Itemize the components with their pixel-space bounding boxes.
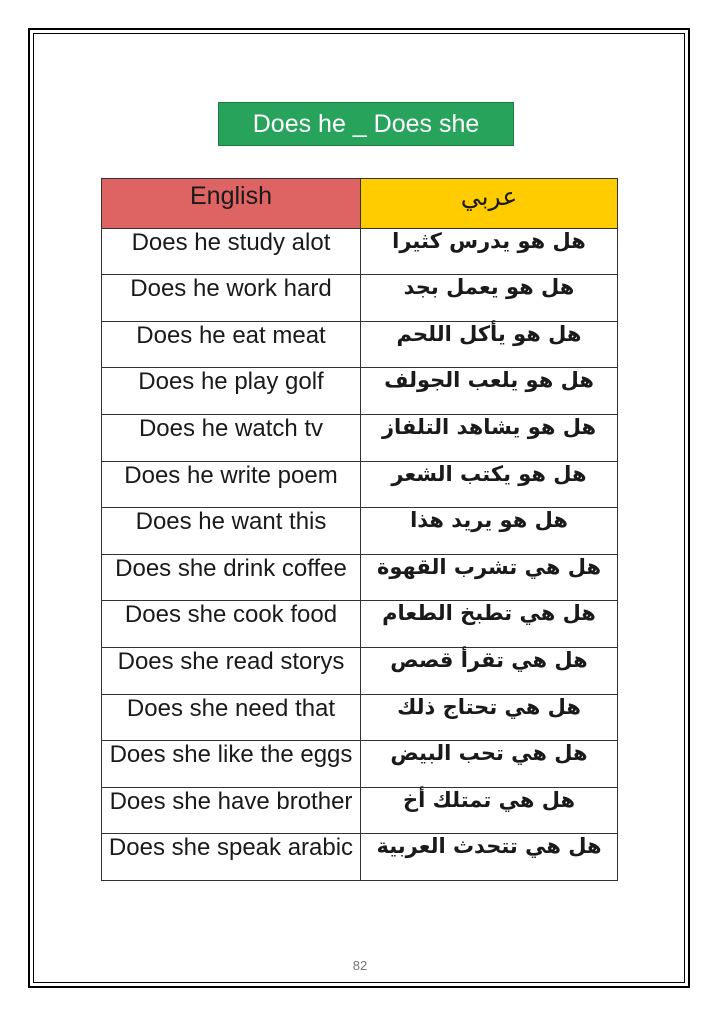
english-cell: Does he play golf xyxy=(102,368,361,415)
english-cell: Does she need that xyxy=(102,694,361,741)
table-row xyxy=(102,321,618,368)
english-cell: Does he work hard xyxy=(102,275,361,322)
arabic-cell: هل هو يأكل اللحم xyxy=(361,321,618,368)
arabic-cell: هل هو يدرس كثيرا xyxy=(361,228,618,275)
arabic-cell: هل هو يريد هذا xyxy=(361,508,618,555)
table-row xyxy=(102,554,618,601)
header-arabic: عربي xyxy=(361,179,618,229)
arabic-cell: هل هي تقرأ قصص xyxy=(361,647,618,694)
english-cell: Does she cook food xyxy=(102,601,361,648)
arabic-cell: هل هي تمتلك أخ xyxy=(361,787,618,834)
header-english: English xyxy=(102,179,361,229)
table-row xyxy=(102,647,618,694)
table-row xyxy=(102,275,618,322)
page-number: 82 xyxy=(352,958,368,973)
english-cell: Does he want this xyxy=(102,508,361,555)
table-row xyxy=(102,414,618,461)
table-row xyxy=(102,834,618,881)
arabic-cell: هل هو يعمل بجد xyxy=(361,275,618,322)
table-row xyxy=(102,368,618,415)
table-row xyxy=(102,694,618,741)
page-title: Does he _ Does she xyxy=(218,102,514,146)
arabic-cell: هل هي تطبخ الطعام xyxy=(361,601,618,648)
english-cell: Does he watch tv xyxy=(102,414,361,461)
arabic-cell: هل هي تتحدث العربية xyxy=(361,834,618,881)
arabic-cell: هل هو يشاهد التلفاز xyxy=(361,414,618,461)
table-row xyxy=(102,228,618,275)
english-cell: Does she have brother xyxy=(102,787,361,834)
table-row xyxy=(102,508,618,555)
phrase-table xyxy=(101,178,618,881)
arabic-cell: هل هي تحتاج ذلك xyxy=(361,694,618,741)
english-cell: Does she read storys xyxy=(102,647,361,694)
english-cell: Does he eat meat xyxy=(102,321,361,368)
english-cell: Does he study alot xyxy=(102,228,361,275)
arabic-cell: هل هي تشرب القهوة xyxy=(361,554,618,601)
arabic-cell: هل هو يكتب الشعر xyxy=(361,461,618,508)
arabic-cell: هل هو يلعب الجولف xyxy=(361,368,618,415)
english-cell: Does he write poem xyxy=(102,461,361,508)
english-cell: Does she like the eggs xyxy=(102,741,361,788)
table-row xyxy=(102,787,618,834)
table-row xyxy=(102,601,618,648)
table-row xyxy=(102,461,618,508)
table-header-row xyxy=(102,179,618,229)
arabic-cell: هل هي تحب البيض xyxy=(361,741,618,788)
table-row xyxy=(102,741,618,788)
english-cell: Does she drink coffee xyxy=(102,554,361,601)
english-cell: Does she speak arabic xyxy=(102,834,361,881)
